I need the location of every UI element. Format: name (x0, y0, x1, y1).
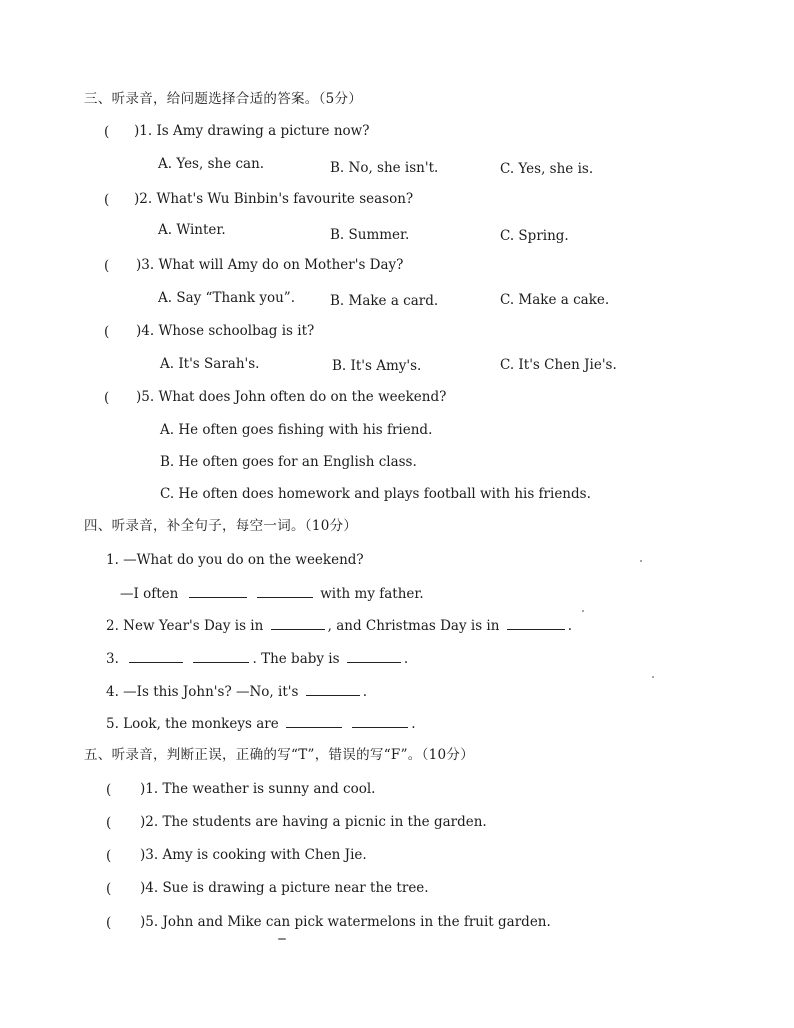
answer-blank[interactable] (507, 616, 565, 630)
question-text: )5. What does John often do on the weekend? (136, 389, 447, 405)
answer-blank[interactable] (271, 616, 325, 630)
sentence-end: . (362, 684, 367, 700)
option-b: B. No, she isn't. (330, 160, 439, 176)
answer-paren[interactable]: ( (104, 192, 110, 208)
statement-text: )2. The students are having a picnic in the garden. (140, 814, 487, 830)
statement-text: )4. Sue is drawing a picture near the tree. (140, 880, 429, 896)
option-b: B. Make a card. (330, 293, 439, 309)
section4-question-5 (106, 714, 416, 733)
sentence-end: with my father. (320, 586, 424, 602)
section5-header: 五、听录音，判断正误，正确的写“T”，错误的写“F”。（10分） (84, 747, 475, 763)
scan-speck (652, 676, 654, 678)
answer-paren[interactable]: ( (106, 848, 112, 864)
question-text: )1. Is Amy drawing a picture now? (134, 123, 370, 139)
sentence-end: . (411, 716, 416, 732)
question-text: )3. What will Amy do on Mother's Day? (136, 257, 404, 273)
sentence-start: —I often (120, 586, 179, 602)
question-text: )4. Whose schoolbag is it? (136, 323, 315, 339)
scan-speck (640, 560, 642, 562)
answer-blank[interactable] (193, 649, 249, 663)
section4-question-3 (106, 649, 408, 668)
option-c: C. Yes, she is. (500, 161, 594, 177)
option-a: A. Yes, she can. (158, 156, 265, 172)
option-b: B. It's Amy's. (332, 358, 422, 374)
option-b: B. He often goes for an English class. (160, 454, 417, 470)
sentence-start: 3. (106, 651, 119, 667)
option-c: C. Spring. (500, 228, 569, 244)
option-a: A. Say “Thank you”. (158, 290, 296, 306)
answer-blank[interactable] (129, 649, 183, 663)
option-b: B. Summer. (330, 227, 410, 243)
option-c: C. It's Chen Jie's. (500, 357, 617, 373)
sentence-end: . (567, 618, 573, 634)
answer-paren[interactable]: ( (106, 815, 112, 831)
scan-speck (278, 938, 286, 940)
section4-question-1 (106, 551, 364, 569)
question-text: )2. What's Wu Binbin's favourite season? (134, 191, 414, 207)
sentence-start: 2. New Year's Day is in (106, 618, 264, 634)
answer-blank[interactable] (352, 714, 408, 728)
option-a: A. He often goes fishing with his friend. (160, 422, 433, 438)
answer-blank[interactable] (306, 682, 360, 696)
answer-blank[interactable] (286, 714, 342, 728)
sentence-start: 5. Look, the monkeys are (106, 716, 279, 732)
sentence-middle: . The baby is (252, 651, 340, 667)
section3-header: 三、听录音，给问题选择合适的答案。（5分） (84, 91, 363, 107)
section4-question-1-answer (120, 584, 424, 603)
statement-text: )3. Amy is cooking with Chen Jie. (140, 847, 367, 863)
option-a: A. It's Sarah's. (160, 356, 260, 372)
answer-paren[interactable]: ( (104, 258, 110, 274)
sentence-middle: , and Christmas Day is in (327, 618, 500, 634)
answer-paren[interactable]: ( (106, 782, 112, 798)
answer-paren[interactable]: ( (104, 390, 110, 406)
answer-blank[interactable] (189, 584, 247, 598)
option-c: C. He often does homework and plays football with his friends. (160, 486, 591, 502)
scan-speck (582, 610, 584, 612)
statement-text: )5. John and Mike can pick watermelons in the fruit garden. (140, 914, 551, 930)
statement-text: )1. The weather is sunny and cool. (140, 781, 376, 797)
answer-blank[interactable] (347, 649, 401, 663)
section4-header: 四、听录音，补全句子，每空一词。（10分） (84, 518, 358, 534)
answer-paren[interactable]: ( (104, 324, 110, 340)
sentence-end: . (403, 651, 409, 667)
answer-paren[interactable]: ( (104, 124, 110, 140)
option-a: A. Winter. (158, 222, 226, 238)
option-c: C. Make a cake. (500, 292, 610, 308)
section4-question-4 (106, 682, 367, 701)
section4-question-2 (106, 616, 572, 635)
answer-paren[interactable]: ( (106, 915, 112, 931)
answer-blank[interactable] (257, 584, 313, 598)
sentence-start: 4. —Is this John's? —No, it's (106, 684, 299, 700)
answer-paren[interactable]: ( (106, 881, 112, 897)
question-text: 1. —What do you do on the weekend? (106, 552, 364, 568)
